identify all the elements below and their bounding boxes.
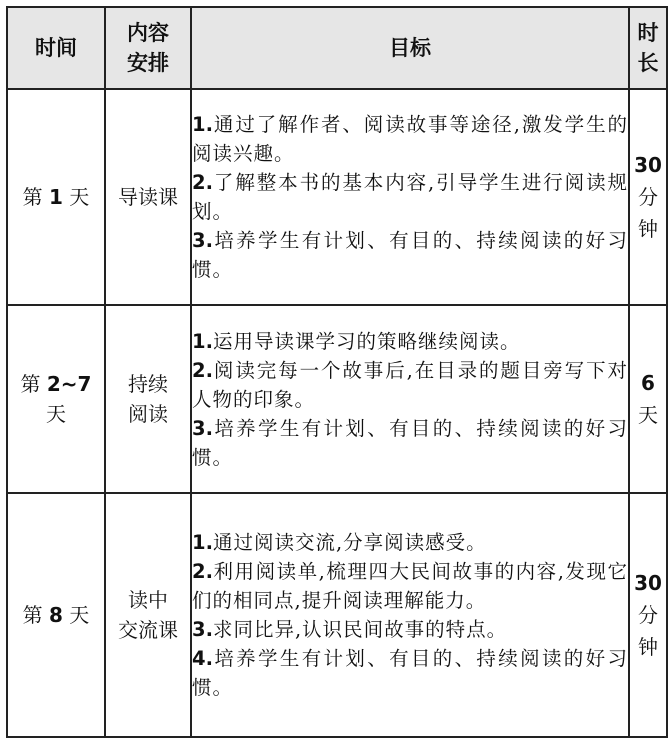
goal-item: 2.了解整本书的基本内容,引导学生进行阅读规划。 bbox=[192, 171, 628, 223]
goal-item: 2.利用阅读单,梳理四大民间故事的内容,发现它们的相同点,提升阅读理解能力。 bbox=[192, 560, 628, 612]
goal-item: 2.阅读完每一个故事后,在目录的题目旁写下对人物的印象。 bbox=[192, 358, 628, 411]
goal-item: 3.培养学生有计划、有目的、持续阅读的好习惯。 bbox=[192, 229, 628, 281]
table-row bbox=[7, 305, 667, 493]
time-cell: 第 2~7 天 bbox=[7, 305, 105, 493]
reading-plan-table bbox=[6, 6, 668, 738]
arrangement-cell: 导读课 bbox=[105, 89, 191, 305]
time-cell: 第 8 天 bbox=[7, 493, 105, 737]
goal-cell bbox=[191, 493, 629, 737]
goal-item: 1.通过阅读交流,分享阅读感受。 bbox=[192, 531, 487, 554]
duration-cell: 30 分 钟 bbox=[629, 493, 667, 737]
header-row bbox=[7, 7, 667, 89]
header-duration: 时 长 bbox=[629, 7, 667, 89]
table-row bbox=[7, 493, 667, 737]
goal-cell bbox=[191, 89, 629, 305]
header-time: 时间 bbox=[7, 7, 105, 89]
arrangement-cell: 读中 交流课 bbox=[105, 493, 191, 737]
time-cell: 第 1 天 bbox=[7, 89, 105, 305]
goal-item: 1.通过了解作者、阅读故事等途径,激发学生的阅读兴趣。 bbox=[192, 113, 628, 165]
goal-cell bbox=[191, 305, 629, 493]
goal-item: 4.培养学生有计划、有目的、持续阅读的好习惯。 bbox=[192, 647, 628, 699]
duration-cell: 30 分 钟 bbox=[629, 89, 667, 305]
goal-item: 3.培养学生有计划、有目的、持续阅读的好习惯。 bbox=[192, 416, 628, 469]
header-goal: 目标 bbox=[191, 7, 629, 89]
goal-item: 3.求同比异,认识民间故事的特点。 bbox=[192, 618, 508, 641]
duration-cell: 6 天 bbox=[629, 305, 667, 493]
goal-item: 1.运用导读课学习的策略继续阅读。 bbox=[192, 329, 521, 353]
header-arrangement: 内容 安排 bbox=[105, 7, 191, 89]
arrangement-cell: 持续 阅读 bbox=[105, 305, 191, 493]
table-row bbox=[7, 89, 667, 305]
